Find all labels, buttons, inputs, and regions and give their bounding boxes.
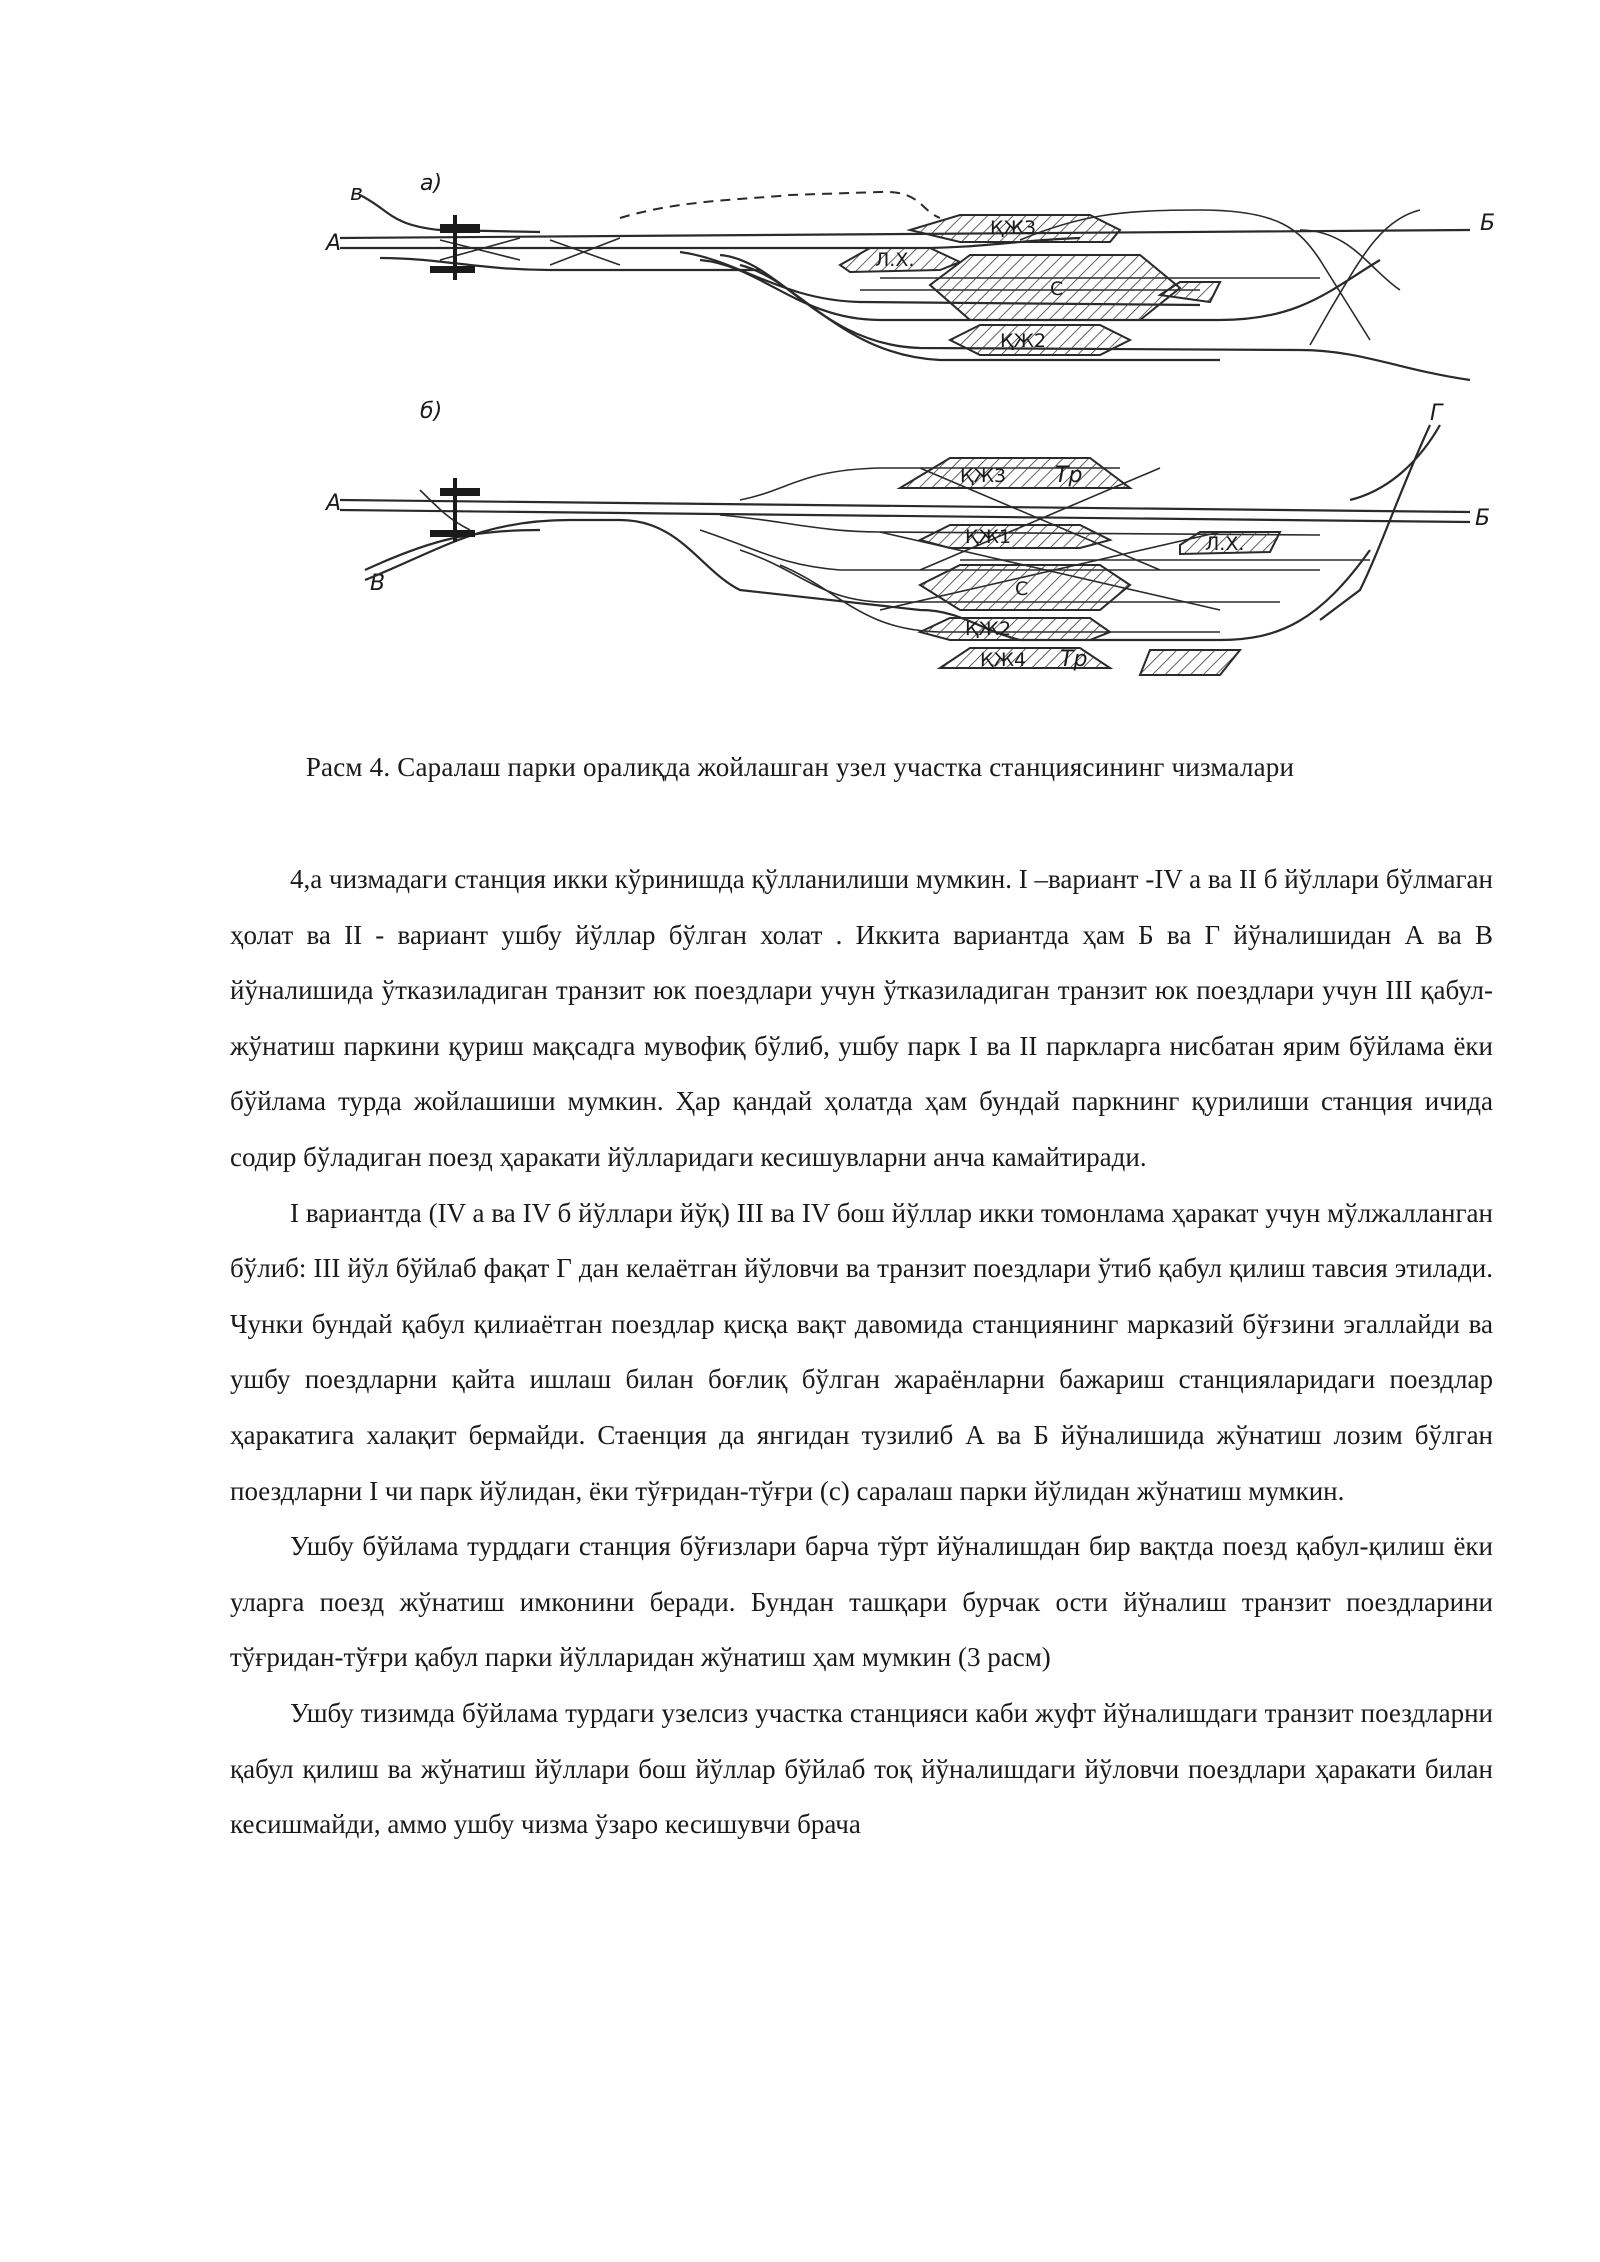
panel-b-park-kzh1 — [920, 525, 1110, 548]
panel-b-label: б) — [420, 399, 443, 424]
panel-b-park-kzh3 — [900, 458, 1130, 488]
panel-a-end-left-main: А — [326, 231, 342, 256]
panel-b — [324, 399, 1490, 675]
panel-b-park-kzh2-label: ҚЖ2 — [965, 618, 1012, 640]
panel-b-end-left-bottom: В — [370, 571, 386, 596]
panel-a-park-s-label: С — [1050, 278, 1064, 300]
paragraph: Ушбу бўйлама турддаги станция бўғизлари барча тўрт йўналишдан бир вақтда поезд қабул-қилиш ёки уларга поезд жўнатиш имконини беради. Бундан ташқари бурчак ости йўналиш транзит поездларини тўғридан-тўғри қабул парки йўлларидан жўнатиш ҳам мумкин (3 расм) — [230, 1531, 1493, 1673]
station-diagram — [320, 170, 1510, 730]
panel-b-park-kzh1-label: ҚЖ1 — [965, 526, 1012, 548]
panel-a-park-kzh3-label: ҚЖ3 — [990, 217, 1037, 239]
panel-b-park-small — [1140, 650, 1240, 675]
panel-b-end-right-main: Б — [1475, 506, 1491, 531]
panel-b-park-kzh3-label: ҚЖ3 — [960, 465, 1007, 487]
panel-a-end-right: Б — [1480, 211, 1496, 236]
figure-caption: Расм 4. Саралаш парки оралиқда жойлашган узел участка станциясининг чизмалари — [305, 752, 1295, 782]
panel-b-end-left-main: А — [326, 491, 342, 516]
panel-b-park-kzh4-label: ҚЖ4 — [980, 649, 1027, 671]
panel-b-end-right-top: Г — [1430, 401, 1443, 426]
panel-a — [324, 171, 1495, 380]
panel-b-park-lh-label: Л.Х. — [1205, 533, 1245, 555]
panel-b-park-kzh2 — [920, 618, 1110, 640]
panel-a-label: а) — [420, 171, 443, 196]
paragraph: Ушбу тизимда бўйлама турдаги узелсиз участка станцияси каби жуфт йўналишдаги транзит поездларни қабул қилиш ва жўнатиш йўллари бош йўллар бўйлаб тоқ йўналишдаги йўловчи поездлари ҳаракати билан кесишмайди, аммо ушбу чизма ўзаро кесишувчи брача — [230, 1697, 1493, 1840]
body-text — [230, 852, 1493, 1853]
paragraph: 4,а чизмадаги станция икки кўринишда қўлланилиши мумкин. I –вариант -IV а ва II б йўллари бўлмаган ҳолат ва II - вариант ушбу йўллар бўлган холат . Иккита вариантда ҳам Б ва Г йўналишидан А ва В йўналишида ўтказиладиган транзит юк поездлари учун ўтказиладиган транзит юк поездлари учун III қабул- жўнатиш паркини қуриш мақсадга мувофиқ бўлиб, ушбу парк I ва II паркларга нисбатан ярим бўйлама ёки бўйлама турда жойлашиши мумкин. Ҳар қандай ҳолатда ҳам бундай паркнинг қурилиши станция ичида содир бўладиган поезд ҳаракати йўлларидаги кесишувларни анча камайтиради. — [230, 864, 1493, 1172]
panel-a-park-kzh2-label: ҚЖ2 — [1000, 330, 1047, 352]
panel-b-park-tr-top-label: Тр — [1055, 463, 1083, 488]
panel-b-park-tr-bottom-label: Тр — [1060, 647, 1088, 672]
station-diagram-svg — [320, 170, 1510, 730]
paragraph: I вариантда (IV а ва IV б йўллари йўқ) III ва IV бош йўллар икки томонлама ҳаракат учун мўлжалланган бўлиб: III йўл бўйлаб фақат Г дан келаётган йўловчи ва транзит поездлари ўтиб қабул қилиш тавсия этилади. Чунки бундай қабул қилиаётган поездлар қисқа вақт давомида станциянинг марказий бўғзини эгаллайди ва ушбу поездларни қайта ишлаш билан боғлиқ бўлган жараёнларни бажариш станцияларидаги поездлар ҳаракатига халақит бермайди. Стаенция да янгидан тузилиб А ва Б йўналишида жўнатиш лозим бўлган поездларни I чи парк йўлидан, ёки тўғридан-тўғри (с) саралаш парки йўлидан жўнатиш мумкин. — [230, 1197, 1493, 1506]
panel-a-park-lh-label: Л.Х. — [875, 249, 915, 271]
panel-b-park-s-label: С — [1015, 578, 1029, 600]
panel-a-end-left-top: в — [350, 181, 363, 206]
